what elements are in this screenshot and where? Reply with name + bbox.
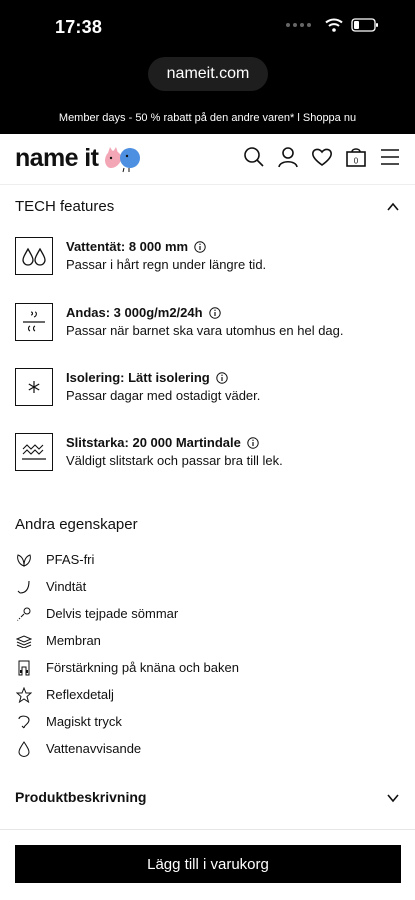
svg-text:0: 0 — [353, 156, 359, 166]
other-properties-list — [15, 546, 400, 762]
url-text: nameit.com — [166, 65, 250, 82]
list-item-label: PFAS-fri — [46, 552, 95, 567]
menu-icon[interactable] — [379, 146, 401, 168]
feature-title: Slitstarka: 20 000 Martindale — [66, 435, 241, 450]
feature-title: Andas: 3 000g/m2/24h — [66, 305, 203, 320]
search-icon[interactable] — [243, 146, 265, 168]
list-item — [15, 654, 400, 681]
divider — [0, 829, 415, 830]
tech-feature — [15, 433, 400, 475]
wifi-icon — [325, 18, 343, 32]
tech-feature — [15, 237, 400, 279]
tech-features-title: TECH features — [15, 198, 115, 215]
status-bar — [0, 0, 415, 50]
star-icon — [15, 686, 33, 704]
list-item-label: Membran — [46, 633, 101, 648]
logo-mascot-icon — [102, 145, 142, 173]
wind-icon — [15, 578, 33, 596]
feature-title: Vattentät: 8 000 mm — [66, 239, 189, 254]
signal-dots-icon — [286, 23, 311, 27]
status-icons — [286, 18, 379, 32]
tech-features-toggle[interactable] — [15, 198, 400, 218]
other-properties-title: Andra egenskaper — [15, 516, 138, 533]
header-actions — [243, 146, 401, 168]
feature-desc: Väldigt slitstark och passar bra till lek. — [66, 453, 283, 468]
list-item-label: Magiskt tryck — [46, 714, 122, 729]
list-item-label: Vindtät — [46, 579, 87, 594]
magic-print-icon — [15, 713, 33, 731]
list-item — [15, 681, 400, 708]
promo-text: Member days - 50 % rabatt på den andre varen* l Shoppa nu — [58, 112, 357, 124]
promo-banner[interactable] — [0, 102, 415, 134]
list-item-label: Förstärkning på knäna och baken — [46, 660, 239, 675]
list-item — [15, 735, 400, 762]
list-item — [15, 546, 400, 573]
feature-desc: Passar när barnet ska vara utomhus en hel dag. — [66, 323, 344, 338]
info-icon[interactable] — [216, 372, 228, 384]
product-description-title: Produktbeskrivning — [15, 789, 147, 805]
snowflake-icon — [15, 368, 53, 406]
info-icon[interactable] — [247, 437, 259, 449]
list-item-label: Reflexdetalj — [46, 687, 114, 702]
abrasion-icon — [15, 433, 53, 471]
list-item-label: Delvis tejpade sömmar — [46, 606, 179, 621]
list-item — [15, 708, 400, 735]
tech-feature — [15, 303, 400, 345]
info-icon[interactable] — [209, 307, 221, 319]
logo-text: name it — [15, 144, 99, 172]
list-item — [15, 600, 400, 627]
membrane-icon — [15, 632, 33, 650]
heart-icon[interactable] — [311, 146, 333, 168]
raindrops-icon — [15, 237, 53, 275]
breathable-icon — [15, 303, 53, 341]
reinforcement-icon — [15, 659, 33, 677]
browser-url-bar — [0, 50, 415, 102]
list-item-label: Vattenavvisande — [46, 741, 142, 756]
feature-desc: Passar i hårt regn under längre tid. — [66, 257, 267, 272]
list-item — [15, 627, 400, 654]
battery-icon — [351, 18, 379, 32]
bag-icon[interactable] — [345, 146, 367, 168]
logo[interactable] — [15, 144, 142, 173]
taped-seam-icon — [15, 605, 33, 623]
status-time: 17:38 — [55, 17, 103, 37]
water-drop-icon — [15, 740, 33, 758]
site-header — [0, 134, 415, 185]
tech-feature — [15, 368, 400, 410]
list-item — [15, 573, 400, 600]
url-pill[interactable] — [148, 57, 268, 91]
account-icon[interactable] — [277, 146, 299, 168]
feature-title: Isolering: Lätt isolering — [66, 370, 210, 385]
chevron-down-icon — [386, 791, 400, 805]
info-icon[interactable] — [194, 241, 206, 253]
add-to-cart-button[interactable]: Lägg till i varukorg — [15, 845, 401, 883]
chevron-up-icon — [386, 200, 400, 214]
product-description-toggle[interactable] — [15, 789, 400, 809]
feature-desc: Passar dagar med ostadigt väder. — [66, 388, 261, 403]
leaf-icon — [15, 551, 33, 569]
